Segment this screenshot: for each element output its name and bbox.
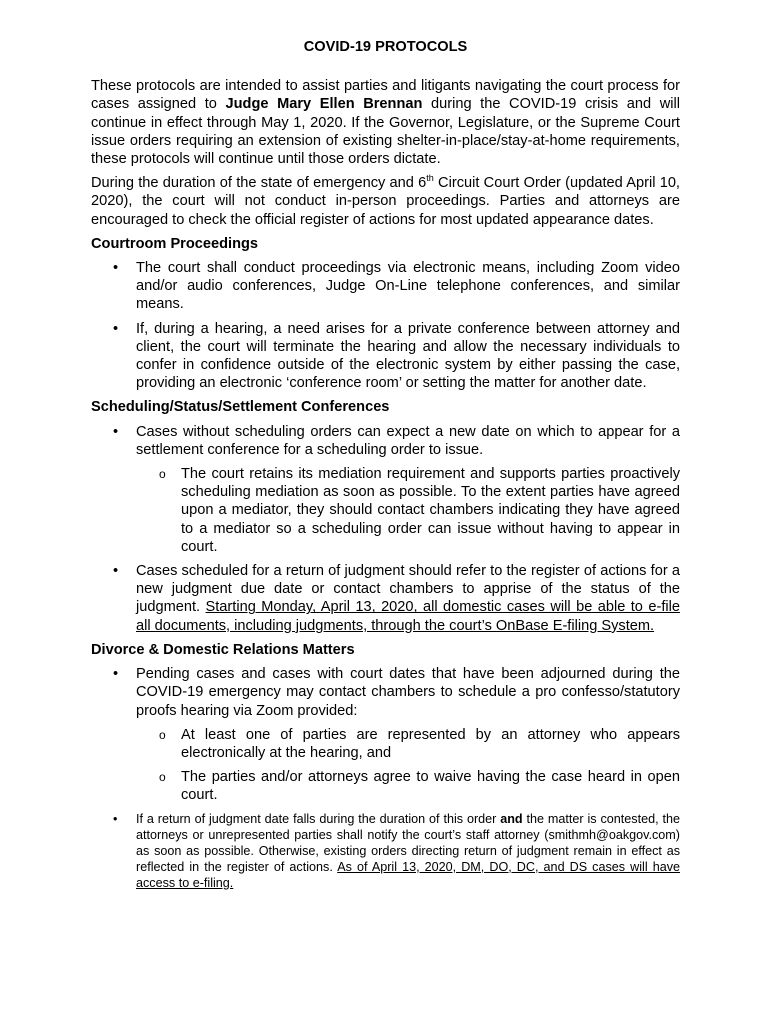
scheduling-subitem: o The court retains its mediation requirement and supports parties proactively scheduling mediation as soon as possible. To the extent parties have agreed upon a mediator, they should contact chambers indicating they have agreed to a mediator so a scheduling order can issue without having to appear in court. — [136, 465, 680, 556]
efiling-access-notice: As of April 13, 2020, DM, DO, DC, and DS cases will have access to e-filing. — [136, 859, 681, 890]
courtroom-list — [91, 259, 680, 392]
scheduling-list — [91, 423, 680, 635]
duration-text-2: Circuit Court Order (updated April 10, 2020), the court will not conduct in-person proceedings. Parties and attorneys are encouraged to check the official register of actions for most updated appearance dates. — [91, 175, 680, 228]
divorce-subitem: o At least one of parties are represented by an attorney who appears electronically at the hearing, and — [136, 726, 680, 762]
divorce-item — [91, 811, 680, 891]
divorce-sublist — [136, 726, 680, 805]
scheduling-heading: Scheduling/Status/Settlement Conferences — [91, 399, 390, 416]
courtroom-item: • If, during a hearing, a need arises for a private conference between attorney and client, the court will terminate the hearing and allow the necessary individuals to confer in confidence outside of the electronic system by either passing the case, providing an electronic ‘conference room’ or setting the matter for another date. — [91, 320, 680, 393]
divorce-item-text: If a return of judgment date falls during the duration of this order — [136, 811, 501, 826]
divorce-item — [91, 665, 680, 804]
duration-paragraph — [91, 174, 680, 229]
intro-text-2: during the COVID-19 crisis and will continue in effect through May 1, 2020. If the Governor, Legislature, or the Supreme Court issue orders requiring an extension of existing shelter-in-place/stay-at-home requirements, these protocols will continue until those orders dictate. — [91, 96, 680, 168]
judge-name: Judge Mary Ellen Brennan — [225, 96, 423, 113]
scheduling-sublist — [136, 465, 680, 556]
document-page — [91, 38, 680, 897]
divorce-list — [91, 665, 680, 890]
duration-text-1: During the duration of the state of emergency and 6 — [91, 175, 427, 192]
divorce-subitem: o The parties and/or attorneys agree to waive having the case heard in open court. — [136, 768, 680, 804]
divorce-heading: Divorce & Domestic Relations Matters — [91, 641, 355, 658]
courtroom-heading: Courtroom Proceedings — [91, 235, 259, 252]
scheduling-item — [91, 423, 680, 556]
scheduling-item-text: Cases without scheduling orders can expect a new date on which to appear for a settlement conference for a scheduling order to issue. — [136, 423, 680, 458]
courtroom-item: • The court shall conduct proceedings via electronic means, including Zoom video and/or audio conferences, Judge On-Line telephone conferences, and similar means. — [91, 259, 680, 314]
scheduling-item — [91, 562, 680, 635]
emphasis-and: and — [500, 811, 523, 826]
intro-text-1: These protocols are intended to assist parties and litigants navigating the court process for cases assigned to — [91, 78, 680, 113]
scheduling-item-text: Cases scheduled for a return of judgment should refer to the register of actions for a new judgment due date or contact chambers to apprise of the status of the judgment. — [136, 563, 680, 616]
divorce-item-text: Pending cases and cases with court dates that have been adjourned during the COVID-19 emergency may contact chambers to schedule a pro confesso/statutory proofs hearing via Zoom provided: — [136, 666, 680, 719]
document-title: COVID-19 PROTOCOLS — [303, 39, 468, 55]
ordinal-suffix: th — [426, 173, 434, 184]
efiling-notice: Starting Monday, April 13, 2020, all domestic cases will be able to e-file all documents, including judgments, through the court’s OnBase E-filing System. — [136, 599, 680, 634]
divorce-item-text: the matter is contested, the attorneys or unrepresented parties shall notify the court’s staff attorney (smithmh@oakgov.com) as soon as possible. Otherwise, existing orders directing return of judgment remain in effect as reflected in the register of actions. — [136, 811, 680, 874]
intro-paragraph — [91, 77, 680, 168]
